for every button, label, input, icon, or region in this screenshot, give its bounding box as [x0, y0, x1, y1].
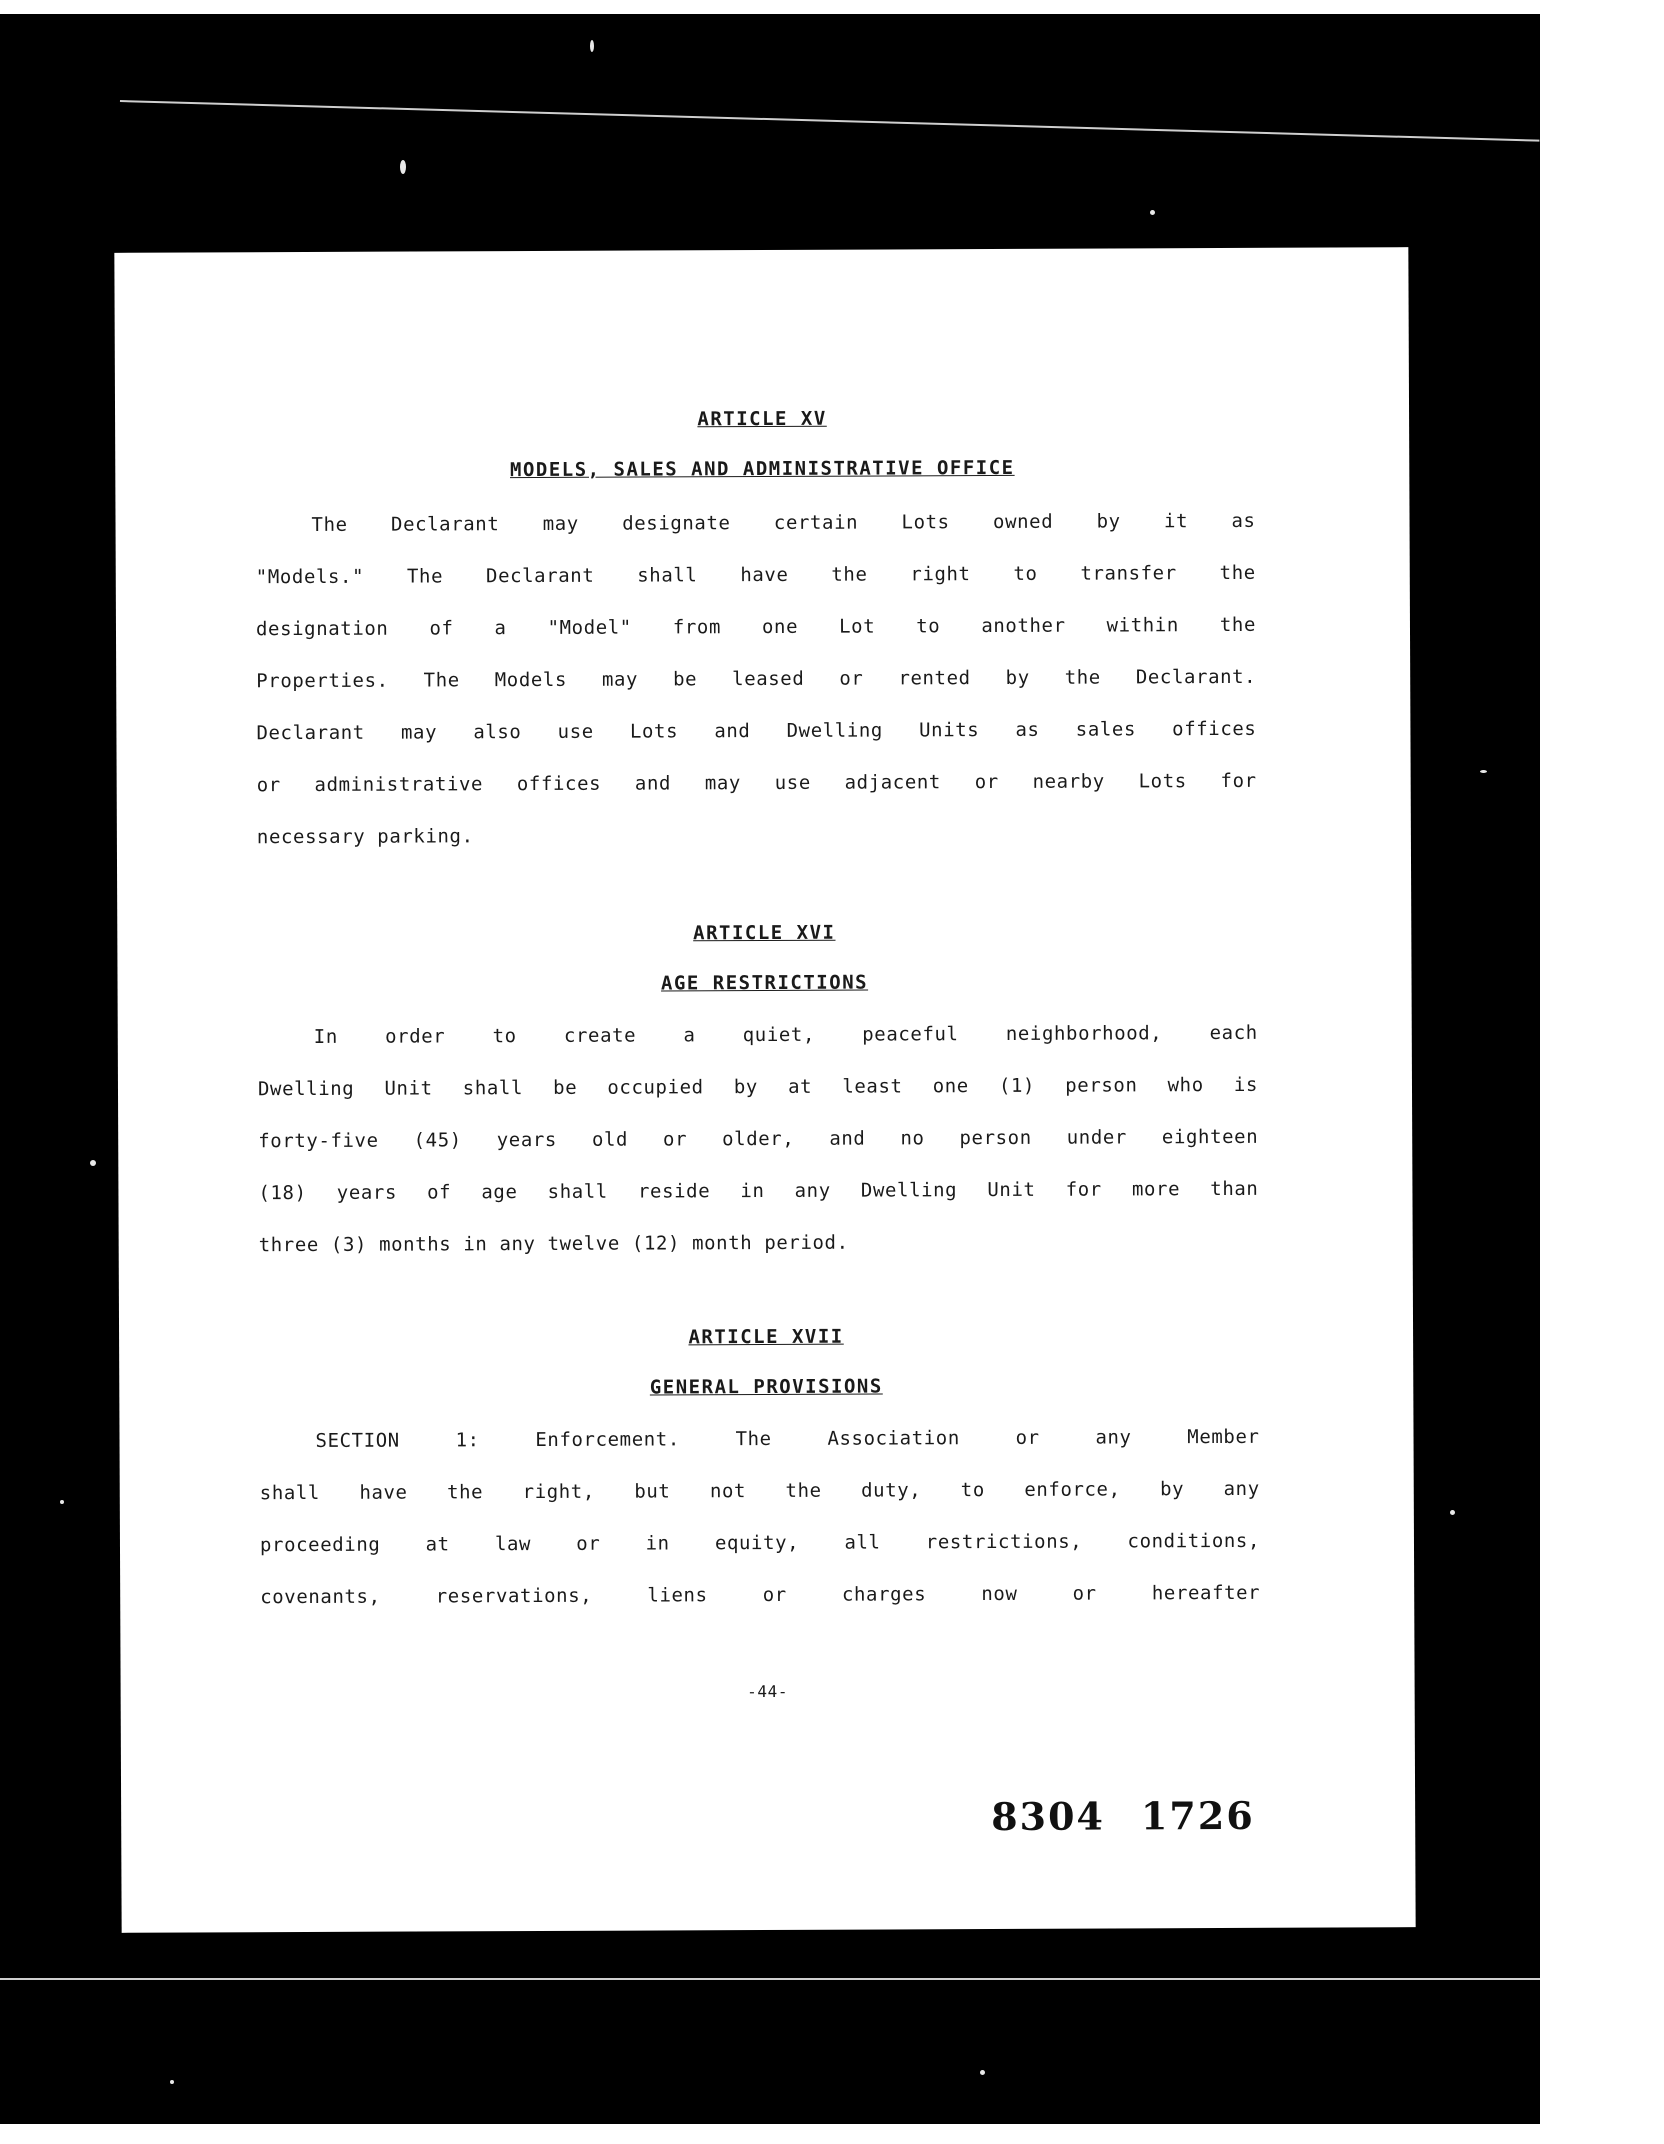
edge-mark: 2	[1540, 1980, 1559, 2018]
scan-speck	[1450, 1510, 1455, 1515]
article-16-subtitle: AGE RESTRICTIONS	[660, 971, 869, 995]
article-17-subtitle: GENERAL PROVISIONS	[649, 1375, 883, 1399]
article-15-line: "Models." The Declarant shall have the right to transfer the	[255, 561, 1256, 589]
article-15-line: designation of a "Model" from one Lot to another within the	[255, 613, 1257, 641]
article-17-line: proceeding at law or in equity, all restrictions, conditions,	[259, 1529, 1261, 1557]
article-16-line: Dwelling Unit shall be occupied by at least one (1) person who is	[257, 1073, 1259, 1101]
scan-line-lower	[0, 1978, 1540, 1980]
scan-speck	[400, 160, 406, 174]
scan-speck	[1150, 210, 1155, 215]
article-15-line: or administrative offices and may use adjacent or nearby Lots for	[256, 769, 1257, 797]
article-16-line: (18) years of age shall reside in any Dwelling Unit for more than	[258, 1177, 1259, 1205]
article-17-line: SECTION 1: Enforcement. The Association or any Member	[315, 1425, 1260, 1452]
scan-speck	[1480, 770, 1487, 773]
article-17-line: covenants, reservations, liens or charges now or hereafter	[260, 1581, 1261, 1609]
article-15-subtitle: MODELS, SALES AND ADMINISTRATIVE OFFICE	[509, 456, 1015, 482]
recording-page-number: 1726	[1140, 1792, 1255, 1839]
document-text	[114, 247, 1415, 1933]
article-17-line: shall have the right, but not the duty, to enforce, by any	[259, 1477, 1260, 1505]
article-15-line: necessary parking.	[256, 825, 474, 849]
recording-stamp	[991, 1793, 1255, 1839]
article-15-title: ARTICLE XV	[697, 407, 827, 431]
scan-speck	[90, 1160, 96, 1166]
scan-speck	[60, 1500, 64, 1504]
document-page	[114, 247, 1415, 1933]
article-16-line: In order to create a quiet, peaceful neighborhood, each	[313, 1021, 1258, 1048]
page-number: -44-	[747, 1681, 789, 1702]
article-16-title: ARTICLE XVI	[693, 921, 836, 945]
scan-speck	[980, 2070, 985, 2075]
recording-book-number: 8304	[991, 1793, 1106, 1840]
article-15-line: The Declarant may designate certain Lots owned by it as	[311, 509, 1256, 536]
article-16-line: three (3) months in any twelve (12) month period.	[258, 1231, 849, 1257]
article-15-line: Properties. The Models may be leased or rented by the Declarant.	[256, 665, 1257, 693]
scan-speck	[590, 40, 594, 52]
scan-speck	[170, 2080, 174, 2084]
article-17-title: ARTICLE XVII	[688, 1325, 844, 1349]
article-15-line: Declarant may also use Lots and Dwelling Units as sales offices	[256, 717, 1257, 745]
article-16-line: forty-five (45) years old or older, and no person under eighteen	[258, 1125, 1259, 1153]
